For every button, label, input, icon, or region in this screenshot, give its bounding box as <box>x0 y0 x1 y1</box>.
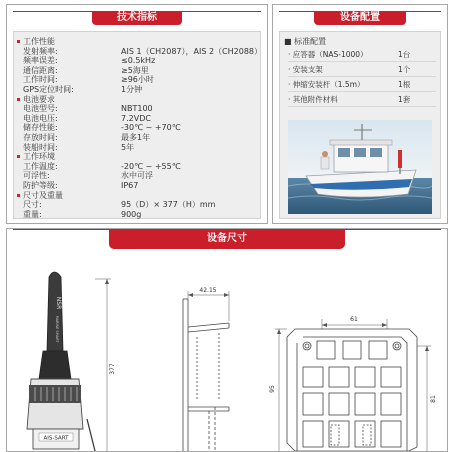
config-box <box>279 31 441 219</box>
sart-device-drawing <box>27 272 95 451</box>
bracket-drawing <box>183 299 229 451</box>
boat-photo <box>288 120 432 214</box>
spec-label: 电池要求 <box>23 94 55 104</box>
spec-label: 电池型号: <box>23 104 58 114</box>
spec-value: 5年 <box>121 142 135 152</box>
section-bullet-icon <box>17 40 20 43</box>
plate-inner-height-dimension <box>417 346 437 451</box>
spec-label: 工作时间: <box>23 75 58 85</box>
config-item <box>288 48 436 62</box>
config-tab: 设备配置 <box>314 11 406 25</box>
specs-tab: 技术指标 <box>92 11 182 25</box>
spec-label: 储存性能: <box>23 123 58 133</box>
spec-label: 工作性能 <box>23 37 55 46</box>
config-item-qty: 1根 <box>398 80 411 89</box>
spec-value: 95（D）× 377（H）mm <box>121 200 216 210</box>
section-bullet-icon <box>17 98 20 101</box>
config-item-name: · 应答器（NAS-1000） <box>288 50 368 59</box>
config-item-qty: 1台 <box>398 50 411 59</box>
mounting-plate-drawing <box>287 329 417 451</box>
spec-label: 可浮性: <box>23 171 50 181</box>
spec-value: 7.2VDC <box>121 113 151 123</box>
specs-table <box>13 31 261 219</box>
spec-label: 重量: <box>23 209 42 219</box>
dimensions-tab: 设备尺寸 <box>109 229 345 249</box>
dimension-drawings <box>7 229 447 451</box>
spec-value: AIS 1（CH2087），AIS 2（CH2088） <box>121 46 263 56</box>
spec-label: 防护等级: <box>23 181 58 190</box>
height-label: 377 <box>109 363 116 375</box>
spec-value: NBT100 <box>121 104 153 114</box>
spec-label: 频率误差: <box>23 56 58 66</box>
spec-value: 900g <box>121 209 142 219</box>
spec-label: 通信距离: <box>23 65 58 75</box>
config-item-qty: 1个 <box>398 65 411 74</box>
plate-width-label: 61 <box>350 316 358 323</box>
spec-value: ≤0.5kHz <box>121 56 156 66</box>
config-item-qty: 1套 <box>398 95 411 104</box>
spec-label: 电池电压: <box>23 113 58 123</box>
plate-width-dimension <box>322 316 387 329</box>
spec-label: 尺寸及重量 <box>23 190 63 200</box>
spec-value: ≥96小时 <box>121 75 154 85</box>
config-item-name: · 伸缩安装杆（1.5m） <box>288 80 365 89</box>
height-dimension <box>95 279 116 451</box>
spec-label: 工作温度: <box>23 161 58 171</box>
bracket-width-label: 42.15 <box>199 287 217 294</box>
plate-inner-height-label: 81 <box>430 395 437 403</box>
plate-height-dimension <box>269 329 287 451</box>
spec-value: 最多1年 <box>121 133 151 142</box>
spec-value: -30℃ ~ +70℃ <box>121 123 181 133</box>
spec-label: 装船时间: <box>23 142 58 152</box>
spec-value: -20℃ ~ +55℃ <box>121 161 181 171</box>
device-brand-label: NSR <box>55 296 62 310</box>
spec-label: 存放时间: <box>23 133 58 142</box>
device-model-label: AIS-SART <box>43 435 69 442</box>
specs-panel <box>6 4 268 224</box>
spec-label: 发射频率: <box>23 46 58 56</box>
spec-value: IP67 <box>121 181 139 190</box>
device-small-label: MARINE SMART <box>55 315 59 343</box>
section-bullet-icon <box>17 194 20 197</box>
spec-value: 水中可浮 <box>121 171 153 181</box>
config-item-name: · 安装支架 <box>288 65 323 74</box>
section-bullet-icon <box>17 155 20 158</box>
config-item <box>288 93 436 107</box>
spec-label: 工作环境 <box>23 152 55 162</box>
spec-value: ≥5海里 <box>121 65 149 75</box>
spec-label: 尺寸: <box>23 200 42 210</box>
config-section-title: ■ 标准配置 <box>284 37 327 46</box>
config-item <box>288 78 436 92</box>
config-item-name: · 其他附件材料 <box>288 95 338 104</box>
spec-label: GPS定位时间: <box>23 85 74 94</box>
bracket-width-dimension <box>188 287 229 321</box>
dimensions-panel <box>6 228 448 452</box>
plate-height-label: 95 <box>269 385 276 393</box>
config-panel <box>272 4 448 224</box>
config-item <box>288 63 436 77</box>
spec-value: 1分钟 <box>121 85 143 94</box>
